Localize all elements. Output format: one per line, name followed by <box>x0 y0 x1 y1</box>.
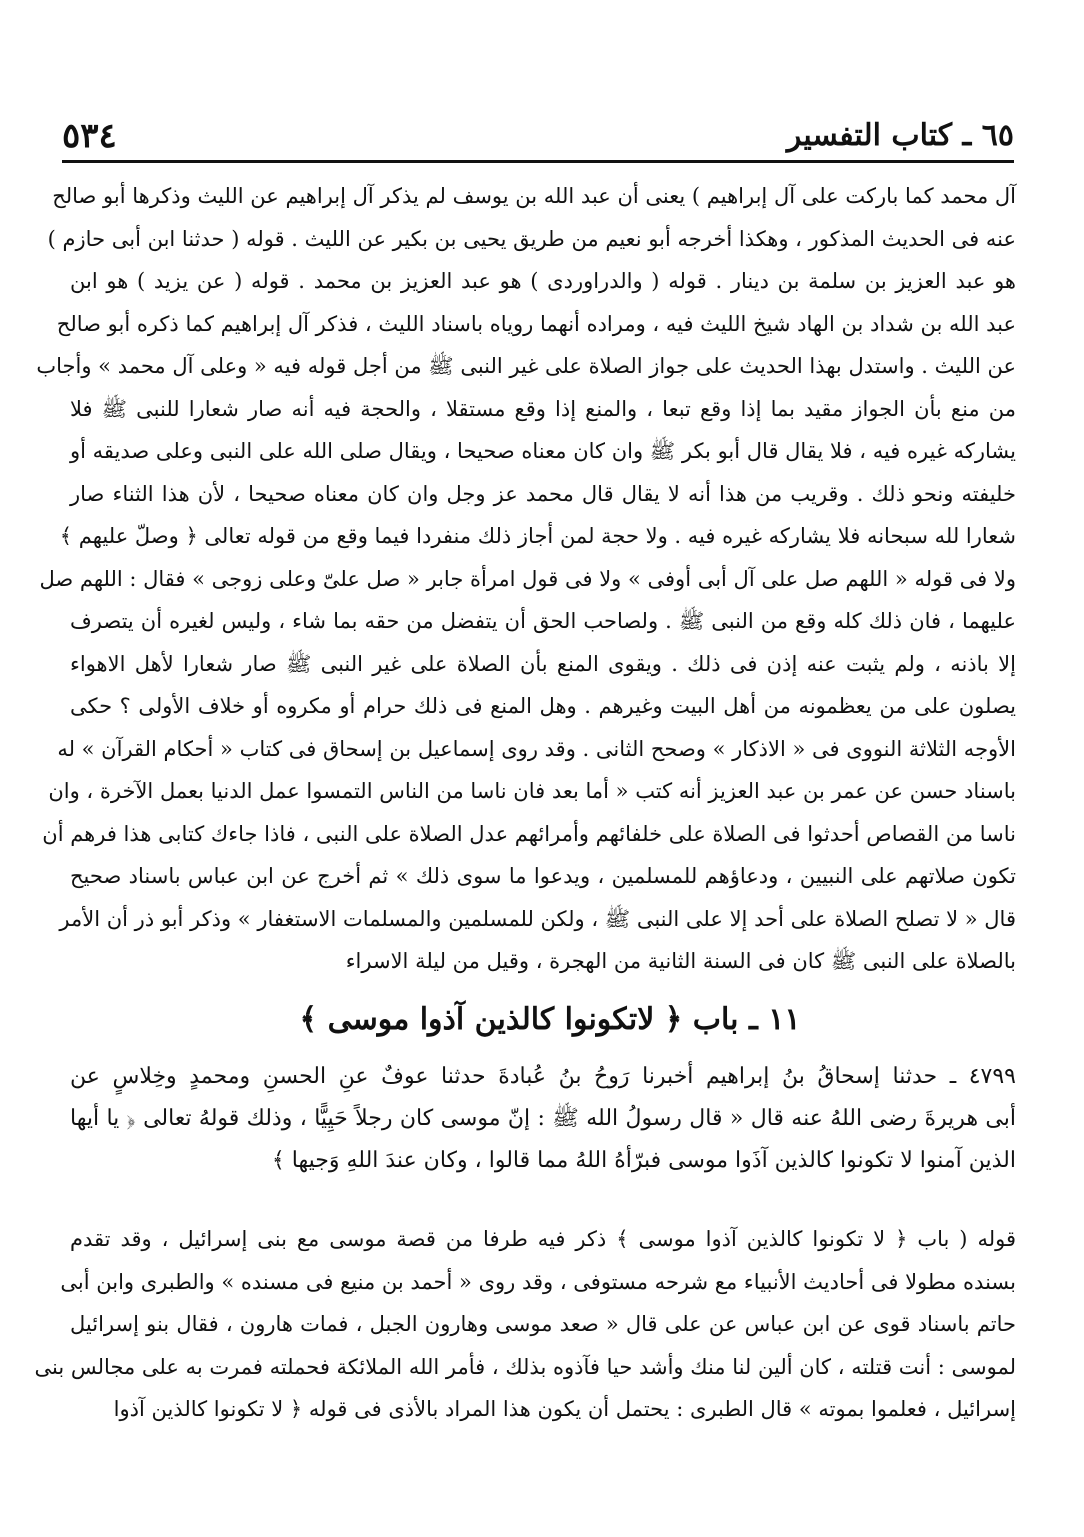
hadith-line: ٤٧٩٩ ـ حدثنا إسحاقُ بنُ إبراهيم أخبرنا رَوحُ بنُ عُبادةَ حدثنا عوفٌ عنِ الحسنِ ومحمدٍ وخِلاسٍ عن <box>70 1064 1016 1089</box>
commentary-line: عبد الله بن شداد بن الهاد شيخ الليث فيه ، ومراده أنهما روياه باسناد الليث ، فذكر آل إبراهيم كما ذكره أبو صالح <box>56 311 1016 336</box>
commentary-line: عنه فى الحديث المذكور ، وهكذا أخرجه أبو نعيم من طريق يحيى بن بكير عن الليث . قوله ( حدثنا ابن أبى حازم ) <box>47 226 1016 251</box>
commentary-line: تكون صلاتهم على النبيين ، ودعاؤهم للمسلمين ، ويدعوا ما سوى ذلك » ثم أخرج عن ابن عباس باسناد صحيح <box>70 864 1016 888</box>
commentary-line: قوله ( باب ﴿ لا تكونوا كالذين آذوا موسى ﴾ ذكر فيه طرفا من قصة موسى مع بنى إسرائيل ، وقد تقدم <box>70 1227 1016 1251</box>
commentary-line: شعارا لله سبحانه فلا يشاركه غيره فيه . ولا حجة لمن أجاز ذلك منفردا فيما وقع من قوله تعالى ﴿ وصلّ عليهم ﴾ <box>59 524 1016 548</box>
commentary-line: الأوجه الثلاثة النووى فى « الاذكار » وصحح الثانى . وقد روى إسماعيل بن إسحاق فى كتاب « أحكام القرآن » له <box>57 736 1016 761</box>
commentary-line: ولا فى قوله « اللهم صل على آل أبى أوفى » ولا فى قول امرأة جابر « صل علىّ وعلى زوجى » فقال : اللهم صل <box>39 566 1016 591</box>
commentary-line: إلا باذنه ، ولم يثبت عنه إذن فى ذلك . ويقوى المنع بأن الصلاة على غير النبى ﷺ صار شعارا لأهل الاهواء <box>70 651 1016 676</box>
commentary-line: باسناد حسن عن عمر بن عبد العزيز أنه كتب « أما بعد فان ناسا من الناس التمسوا عمل الدنيا بعمل الآخرة ، وان <box>48 779 1016 803</box>
commentary-line: بسنده مطولا فى أحاديث الأنبياء مع شرحه مستوفى ، وقد روى « أحمد بن منيع فى مسنده » والطبرى وابن أبى <box>60 1269 1016 1294</box>
commentary-line: من منع بأن الجواز مقيد بما إذا وقع تبعا ، والمنع إذا وقع مستقلا ، والحجة فيه أنه صار شعارا للنبى ﷺ فلا <box>70 396 1016 421</box>
chapter-heading: ١١ ـ باب ﴿ لاتكونوا كالذين آذوا موسى ﴾ <box>299 1002 801 1037</box>
commentary-line: يصلون على من يعظمونه من أهل البيت وغيرهم . وهل المنع فى ذلك حرام أو مكروه أو خلاف الأولى ؟ حكى <box>70 694 1017 718</box>
chapter-title: ٦٥ ـ كتاب التفسير <box>786 118 1014 153</box>
commentary-line: حاتم باسناد قوى عن ابن عباس عن على قال « صعد موسى وهارون الجبل ، فمات هارون ، فقال بنو إسرائيل <box>70 1312 1016 1336</box>
commentary-line: عن الليث . واستدل بهذا الحديث على جواز الصلاة على غير النبى ﷺ من أجل قوله فيه « وعلى آل محمد » وأجاب <box>36 354 1016 378</box>
commentary-line: بالصلاة على النبى ﷺ كان فى السنة الثانية من الهجرة ، وقيل من ليلة الاسراء <box>345 949 1016 973</box>
commentary-line: قال « لا تصلح الصلاة على أحد إلا على النبى ﷺ ، ولكن للمسلمين والمسلمات الاستغفار » وذكر أبو ذر أن الأمر <box>59 906 1016 931</box>
commentary-line: خليفته ونحو ذلك . وقريب من هذا أنه لا يقال قال محمد عز وجل وان كان معناه صحيحا ، لأن هذا الثناء صار <box>70 481 1016 506</box>
commentary-line: يشاركه غيره فيه ، فلا يقال قال أبو بكر ﷺ وان كان معناه صحيحا ، ويقال صلى الله على النبى وعلى صديقه أو <box>70 439 1016 463</box>
commentary-line: آل محمد كما باركت على آل إبراهيم ) يعنى أن عبد الله بن يوسف لم يذكر آل إبراهيم عن الليث وذكرها أبو صالح <box>52 184 1016 208</box>
commentary-line: ناسا من القصاص أحدثوا فى الصلاة على خلفائهم وأمرائهم عدل الصلاة على النبى ، فاذا جاءك كتابى هذا فرهم أن <box>42 821 1016 846</box>
commentary-line: عليهما ، فان ذلك كله وقع من النبى ﷺ . ولصاحب الحق أن يتفضل من حقه بما شاء ، وليس لغيره أن يتصرف <box>70 609 1016 633</box>
hadith-line: الذين آمنوا لا تكونوا كالذين آذَوا موسى فبرّأهُ اللهُ مما قالوا ، وكان عندَ اللهِ وَجيها ﴾ <box>271 1148 1016 1173</box>
commentary-line: إسرائيل ، فعلموا بموته » قال الطبرى : يحتمل أن يكون هذا المراد بالأذى فى قوله ﴿ لا تكونوا كالذين آذوا <box>113 1397 1016 1421</box>
commentary-line: هو عبد العزيز بن سلمة بن دينار . قوله ( والدراوردى ) هو عبد العزيز بن محمد . قوله ( عن يزيد ) هو ابن <box>70 269 1016 293</box>
hadith-line: أبى هريرةَ رضى اللهُ عنه قال « قال رسولُ الله ﷺ : إنّ موسى كان رجلاً حَيِيًّا ، وذلك قولهُ تعالى ﴿ يا أيها <box>70 1106 1016 1131</box>
page-number: ٥٣٤ <box>62 116 117 156</box>
commentary-line: لموسى : أنت قتلته ، كان ألين لنا منك وأشد حيا فآذوه بذلك ، فأمر الله الملائكة فحملته فمرت به على مجالس بنى <box>34 1354 1016 1379</box>
